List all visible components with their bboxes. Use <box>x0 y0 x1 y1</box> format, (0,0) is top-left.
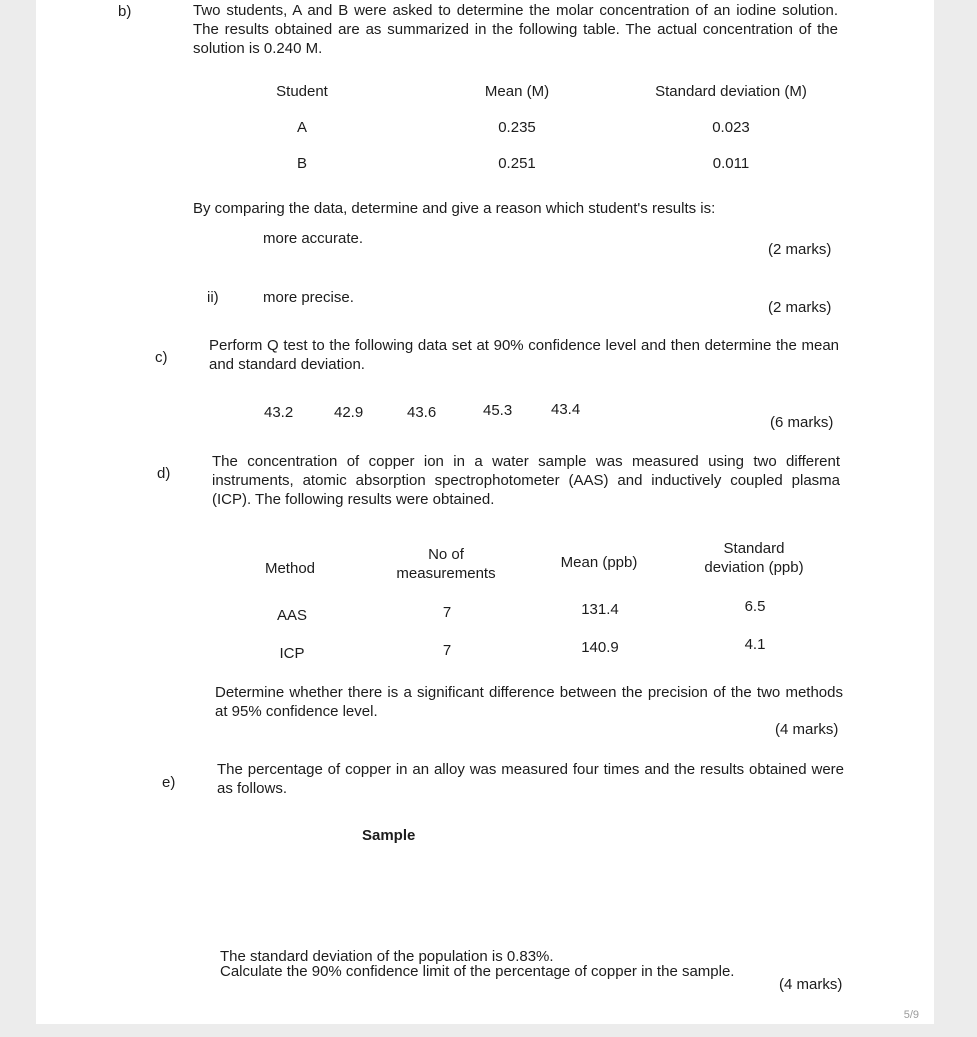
part-e-text: The percentage of copper in an alloy was measured four times and the results obtained were as follows. <box>217 761 844 797</box>
sub-question-ii: more precise. <box>263 289 354 306</box>
data-value: 43.4 <box>551 401 581 418</box>
data-value: 43.6 <box>407 404 437 421</box>
part-e-line-2: Calculate the 90% confidence limit of the percentage of copper in the sample. <box>220 963 735 980</box>
table-cell: 0.235 <box>498 119 536 136</box>
part-b-label: b) <box>118 3 132 20</box>
marks-label: (6 marks) <box>770 414 834 431</box>
marks-label: (4 marks) <box>779 976 843 993</box>
table-cell: A <box>296 119 307 136</box>
table-cell: 4.1 <box>744 636 766 653</box>
table-cell: B <box>296 155 307 172</box>
table-header-no-measurements: No of measurements <box>396 546 496 582</box>
marks-label: (2 marks) <box>768 299 832 316</box>
data-value: 42.9 <box>334 404 364 421</box>
table-cell: ICP <box>279 645 305 662</box>
table-cell: 140.9 <box>581 639 619 656</box>
page-number: 5/9 <box>903 1009 919 1021</box>
sample-heading: Sample <box>362 827 416 844</box>
table-header-mean: Mean (ppb) <box>560 554 638 571</box>
part-e-line-1: The standard deviation of the population is 0.83%. <box>220 948 554 965</box>
part-d-text: The concentration of copper ion in a water sample was measured using two different instruments, atomic absorption spectrophotometer (AAS) and inductively coupled plasma (ICP). The following results were obtained. <box>212 453 840 508</box>
part-d-label: d) <box>157 465 171 482</box>
table-cell: 0.011 <box>712 155 750 172</box>
table-cell: 7 <box>442 604 452 621</box>
table-cell: 6.5 <box>744 598 766 615</box>
part-b-intro: Two students, A and B were asked to determine the molar concentration of an iodine solution. The results obtained are as summarized in the following table. The actual concentration of the solution is 0.240 M. <box>193 2 838 57</box>
table-header-std-dev: Standard deviation (ppb) <box>704 540 804 576</box>
table-cell: 7 <box>442 642 452 659</box>
part-c-label: c) <box>155 349 168 366</box>
sub-question-ii-label: ii) <box>207 289 219 306</box>
part-e-label: e) <box>162 774 176 791</box>
table-cell: 131.4 <box>581 601 619 618</box>
table-cell: 0.023 <box>712 119 750 136</box>
table-header-student: Student <box>276 83 328 100</box>
part-d-question: Determine whether there is a significant difference between the precision of the two methods at 95% confidence level. <box>215 684 843 720</box>
data-value: 45.3 <box>483 402 513 419</box>
data-value: 43.2 <box>264 404 294 421</box>
marks-label: (2 marks) <box>768 241 832 258</box>
table-header-mean: Mean (M) <box>484 83 550 100</box>
part-b-question: By comparing the data, determine and give a reason which student's results is: <box>193 200 716 217</box>
table-header-method: Method <box>264 560 316 577</box>
part-c-text: Perform Q test to the following data set at 90% confidence level and then determine the mean and standard deviation. <box>209 337 839 373</box>
marks-label: (4 marks) <box>775 721 839 738</box>
table-cell: AAS <box>276 607 307 624</box>
sub-question-i: more accurate. <box>263 230 364 247</box>
table-header-std-dev: Standard deviation (M) <box>655 83 807 100</box>
table-cell: 0.251 <box>498 155 536 172</box>
